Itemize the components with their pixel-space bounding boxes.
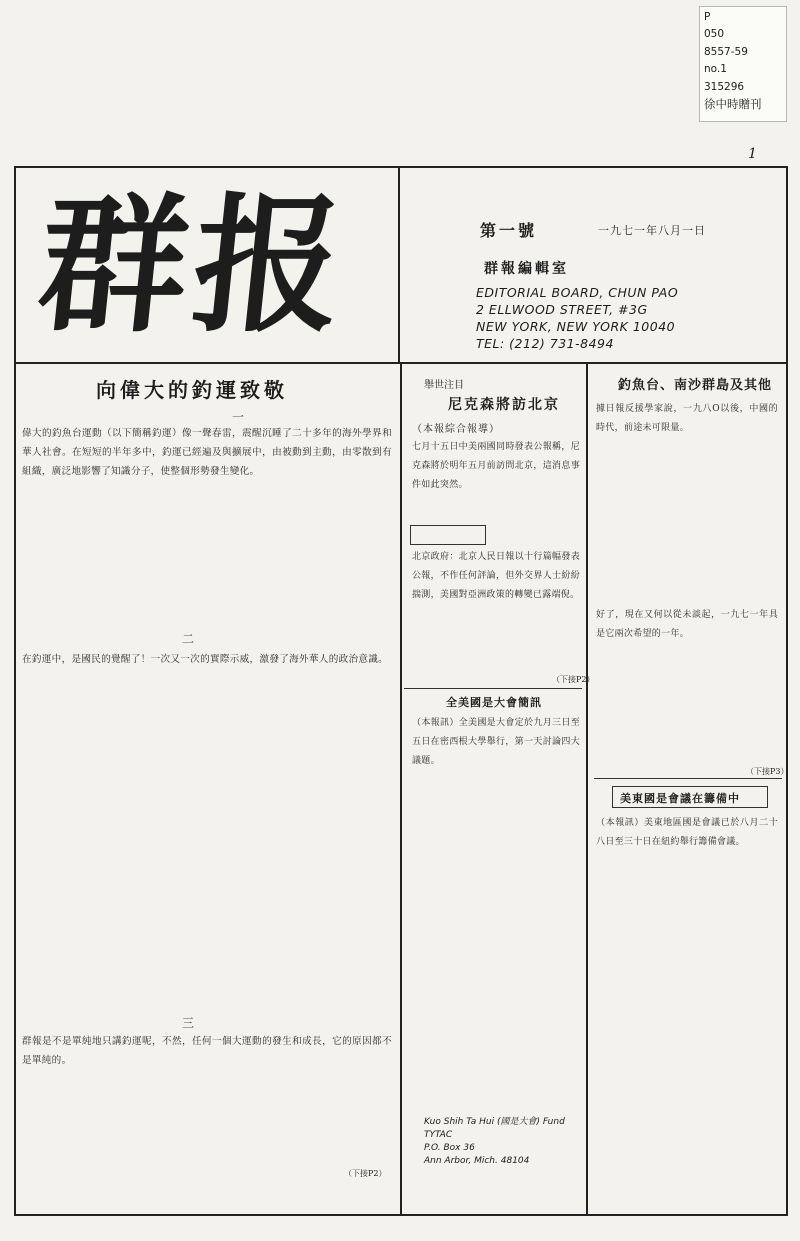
editorial-address — [476, 284, 678, 352]
issue-date: 一九七一年八月一日 — [598, 224, 706, 237]
contact-address — [424, 1116, 565, 1168]
right-box-title: 美東國是會議在籌備中 — [620, 792, 740, 805]
right-article-title: 釣魚台、南沙群島及其他 — [618, 378, 773, 393]
section-marker: 一 — [232, 410, 245, 424]
library-catalog-label — [699, 6, 787, 122]
editorial-board-cn: 群報編輯室 — [484, 261, 569, 277]
middle-kicker: 舉世注目 — [424, 380, 464, 391]
middle-box-paragraph: （本報訊）全美國是大會定於九月三日至五日在密西根大學舉行，第一天討論四大議題。 — [412, 718, 580, 766]
right-box-paragraph: （本報訊）美東地區國是會議已於八月二十八日至三十日在紐約舉行籌備會議。 — [596, 818, 778, 847]
contact-line: Ann Arbor, Mich. 48104 — [424, 1156, 530, 1166]
column-divider-right — [586, 362, 588, 1216]
section-marker: 二 — [182, 632, 195, 646]
masthead-column-divider — [398, 166, 400, 362]
contact-line: P.O. Box 36 — [424, 1143, 475, 1153]
catalog-line: P — [704, 11, 711, 23]
catalog-line: 050 — [704, 28, 725, 41]
highlight-box — [410, 525, 486, 545]
lead-paragraph: 在釣運中，是國民的覺醒了！一次又一次的實際示威，激發了海外華人的政治意識。 — [22, 654, 389, 665]
address-line: NEW YORK, NEW YORK 10040 — [476, 319, 676, 334]
catalog-line: no.1 — [704, 63, 727, 76]
lead-article-title: 向偉大的釣運致敬 — [96, 378, 288, 402]
right-paragraph: 據日報反援學家說，一九八O以後，中國的時代，前途未可限量。 — [596, 404, 778, 433]
page-number: 1 — [748, 146, 757, 162]
middle-article-title: 尼克森將訪北京 — [448, 397, 560, 413]
newspaper-title: 群报 — [30, 178, 358, 352]
column-divider-left — [400, 362, 402, 1216]
middle-paragraph: 北京政府：北京人民日報以十行篇幅發表公報，不作任何評論，但外交界人士紛紛揣測，美國對亞洲政策的轉變已露端倪。 — [412, 552, 580, 600]
catalog-line: 徐中時贈刊 — [704, 97, 762, 112]
address-line: TEL: (212) 731-8494 — [476, 336, 614, 351]
middle-paragraph: 七月十五日中美兩國同時發表公報稱，尼克森將於明年五月前訪問北京，這消息事件如此突然。 — [412, 442, 580, 490]
lead-paragraph: 群報是不是單純地只講釣運呢，不然，任何一個大運動的發生和成長，它的原因都不是單純的。 — [22, 1036, 392, 1066]
middle-byline: （本報綜合報導） — [412, 424, 500, 435]
continued-note: （下接P3） — [746, 767, 789, 776]
catalog-line: 8557-59 — [704, 45, 748, 58]
contact-line: TYTAC — [424, 1130, 453, 1140]
address-line: 2 ELLWOOD STREET, #3G — [476, 302, 648, 317]
address-line: EDITORIAL BOARD, CHUN PAO — [476, 285, 679, 300]
section-marker: 三 — [182, 1016, 195, 1030]
contact-line: Kuo Shih Ta Hui (國是大會) Fund — [424, 1117, 565, 1127]
right-paragraph: 好了，現在又何以從未談起，一九七一年具是它兩次希望的一年。 — [596, 610, 778, 639]
middle-box-title: 全美國是大會簡訊 — [446, 696, 542, 709]
continued-note: （下接P2） — [552, 675, 595, 684]
continued-note: （下接P2） — [344, 1169, 387, 1178]
catalog-line: 315296 — [704, 80, 745, 93]
section-rule — [404, 688, 582, 689]
lead-paragraph: 偉大的釣魚台運動（以下簡稱釣運）像一聲春雷，震醒沉睡了二十多年的海外學界和華人社會。在短短的半年多中，釣運已經遍及與擴展中，由被動到主動，由零散到有組織，廣泛地影響了知識分子，使整個形勢發生變化。 — [22, 428, 392, 477]
issue-number: 第一號 — [480, 221, 538, 240]
